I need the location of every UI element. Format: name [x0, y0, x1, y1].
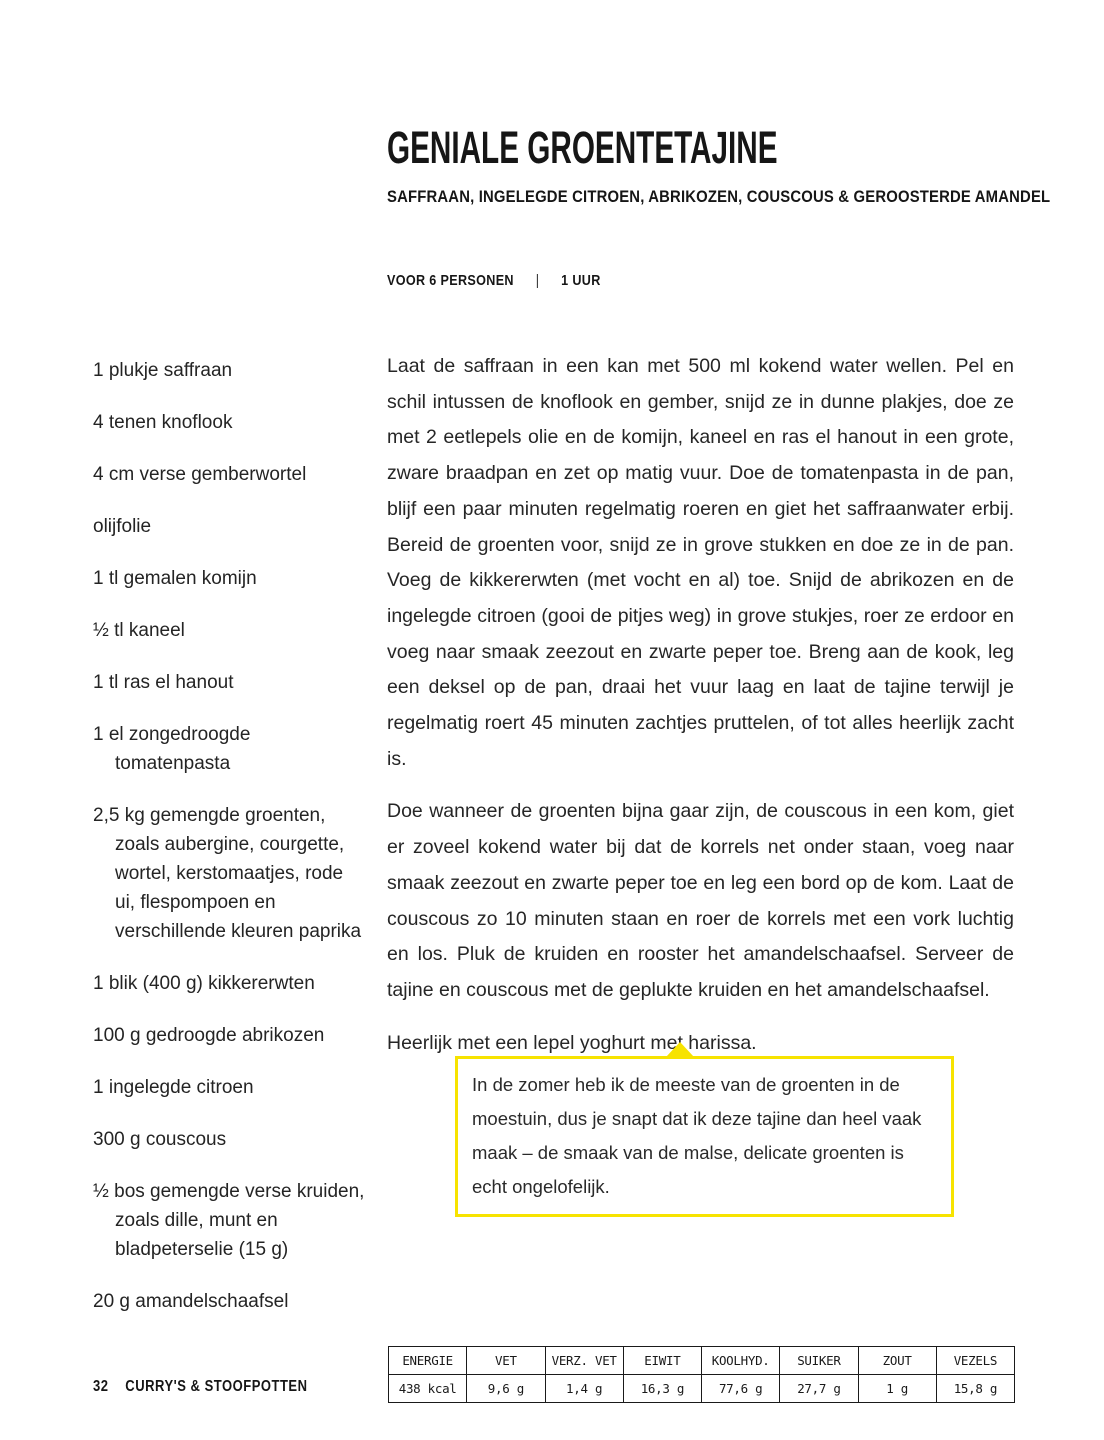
ingredient-item: ½ bos gemengde verse kruiden, zoals dille, munt en bladpeterselie (15 g) [93, 1181, 365, 1260]
nutrition-header: SUIKER [780, 1347, 858, 1375]
meta-separator: | [535, 272, 540, 289]
ingredient-item: 300 g couscous [93, 1129, 227, 1150]
nutrition-header: VERZ. VET [545, 1347, 623, 1375]
recipe-meta [387, 272, 601, 289]
ingredients-list [93, 356, 367, 1339]
time-label: 1 UUR [561, 272, 601, 289]
ingredient-item: 1 blik (400 g) kikkererwten [93, 973, 315, 994]
nutrition-values-row [389, 1375, 1015, 1403]
tip-text: In de zomer heb ik de meeste van de groenten in de moestuin, dus je snapt dat ik deze tajine dan heel vaak maak – de smaak van de malse, delicate groenten is echt ongelofelijk. [472, 1074, 922, 1197]
ingredient-item: ½ tl kaneel [93, 620, 185, 641]
nutrition-value: 1,4 g [545, 1375, 623, 1403]
nutrition-header: KOOLHYD. [702, 1347, 780, 1375]
page-footer [93, 1378, 308, 1396]
ingredient-item: 2,5 kg gemengde groenten, zoals aubergine, courgette, wortel, kerstomaatjes, rode ui, flespompoen en verschillende kleuren paprika [93, 805, 362, 942]
nutrition-header: VEZELS [936, 1347, 1014, 1375]
page-number: 32 [93, 1378, 109, 1395]
nutrition-value: 27,7 g [780, 1375, 858, 1403]
nutrition-value: 16,3 g [623, 1375, 701, 1403]
chapter-title: CURRY'S & STOOFPOTTEN [125, 1378, 308, 1395]
nutrition-header: ENERGIE [389, 1347, 467, 1375]
method-paragraph: Laat de saffraan in een kan met 500 ml kokend water wellen. Pel en schil intussen de knoflook en gember, snijd ze in dunne plakjes, doe ze met 2 eetlepels olie en de komijn, kaneel en ras el hanout in een grote, zware braadpan en zet op matig vuur. Doe de tomatenpasta in de pan, blijf een paar minuten regelmatig roeren en giet het saffraanwater erbij. Bereid de groenten voor, snijd ze in grove stukken en doe ze in de pan. Voeg de kikkererwten (met vocht en al) toe. Snijd de abrikozen en de ingelegde citroen (gooi de pitjes weg) in grove stukjes, roer ze erdoor en voeg naar smaak zeezout en zwarte peper toe. Breng aan de kook, leg een deksel op de pan, draai het vuur laag en laat de tajine terwijl je regelmatig roert 45 minuten zachtjes pruttelen, of tot alles heerlijk zacht is. [387, 355, 1014, 770]
tip-callout [455, 1056, 954, 1217]
ingredient-item: 100 g gedroogde abrikozen [93, 1025, 325, 1046]
method-text [387, 349, 1014, 1078]
nutrition-value: 438 kcal [389, 1375, 467, 1403]
method-paragraph: Doe wanneer de groenten bijna gaar zijn, de couscous in een kom, giet er zoveel kokend water bij dat de korrels net onder staan, voeg naar smaak zeezout en zwarte peper toe en leg een bord op de kom. Laat de couscous zo 10 minuten staan en roer de korrels met een vork luchtig en los. Pluk de kruiden en rooster het amandelschaafsel. Serveer de tajine en couscous met de geplukte kruiden en het amandelschaafsel. [387, 800, 1014, 1001]
nutrition-header: VET [467, 1347, 545, 1375]
nutrition-value: 15,8 g [936, 1375, 1014, 1403]
recipe-subtitle: SAFFRAAN, INGELEGDE CITROEN, ABRIKOZEN, COUSCOUS & GEROOSTERDE AMANDEL [387, 188, 1051, 206]
nutrition-value: 9,6 g [467, 1375, 545, 1403]
nutrition-header: ZOUT [858, 1347, 936, 1375]
ingredient-item: 20 g amandelschaafsel [93, 1291, 289, 1312]
nutrition-header: EIWIT [623, 1347, 701, 1375]
method-paragraph: Heerlijk met een lepel yoghurt met harissa. [387, 1031, 757, 1054]
nutrition-header-row [389, 1347, 1015, 1375]
page-title: GENIALE GROENTETAJINE [387, 122, 778, 173]
nutrition-value: 1 g [858, 1375, 936, 1403]
ingredient-item: 4 tenen knoflook [93, 412, 233, 433]
recipe-header [387, 122, 1051, 207]
ingredient-item: olijfolie [93, 516, 152, 537]
servings-label: VOOR 6 PERSONEN [387, 272, 514, 289]
ingredient-item: 1 tl ras el hanout [93, 672, 234, 693]
nutrition-table [388, 1346, 1015, 1403]
ingredient-item: 1 plukje saffraan [93, 360, 233, 381]
ingredient-item: 1 ingelegde citroen [93, 1077, 254, 1098]
callout-triangle-icon [666, 1042, 694, 1057]
nutrition-value: 77,6 g [702, 1375, 780, 1403]
ingredient-item: 1 el zongedroogde tomatenpasta [93, 724, 251, 774]
ingredient-item: 4 cm verse gemberwortel [93, 464, 307, 485]
ingredient-item: 1 tl gemalen komijn [93, 568, 257, 589]
